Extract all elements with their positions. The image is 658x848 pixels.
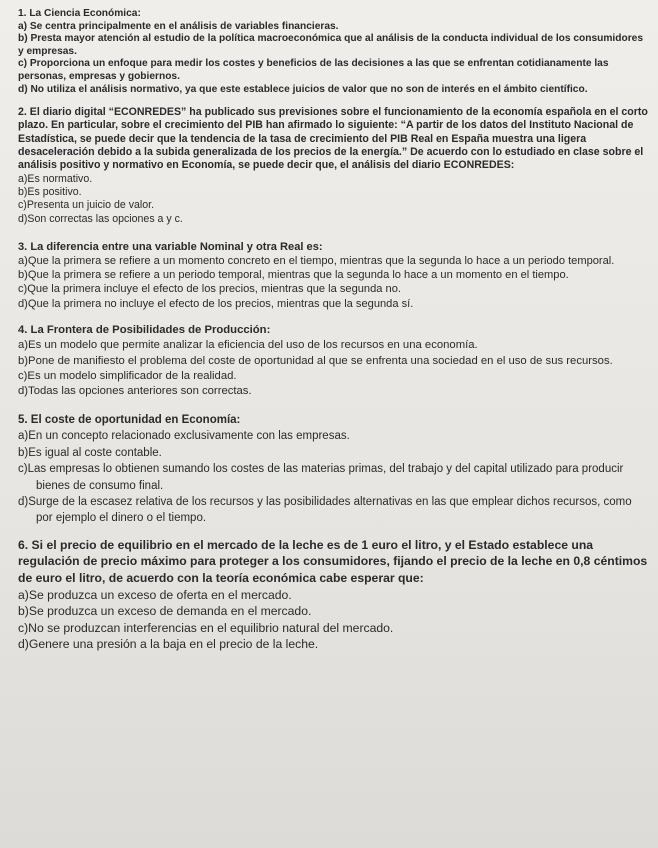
- option-letter: a): [18, 172, 28, 185]
- question-stem: 3. La diferencia entre una variable Nominal y otra Real es:: [18, 240, 323, 253]
- option-text: Que la primera no incluye el efecto de los precios, mientras que la segunda sí.: [27, 297, 414, 310]
- option-c: [18, 461, 650, 494]
- option-d: [18, 636, 650, 653]
- option-b: [18, 186, 650, 199]
- option-c: c) Proporciona un enfoque para medir los costes y beneficios de las decisiones a las que se enfrentan cotidianamente las personas, empresas y gobiernos.: [18, 58, 609, 82]
- option-letter: c): [18, 620, 29, 635]
- option-b: [18, 603, 650, 620]
- option-letter: b): [18, 604, 29, 619]
- option-d: [18, 494, 650, 527]
- option-text: Se produzca un exceso de oferta en el mercado.: [28, 587, 292, 602]
- option-text: Las empresas lo obtienen sumando los costes de las materias primas, del trabajo y del capital utilizado para producir bienes de consumo final.: [27, 463, 624, 492]
- option-a: [18, 587, 650, 604]
- question-1: [18, 8, 650, 96]
- option-text: Es un modelo simplificador de la realidad.: [27, 370, 237, 383]
- option-c: [18, 620, 650, 637]
- question-6: [18, 537, 650, 653]
- question-2: [18, 106, 650, 226]
- option-text: Surge de la escasez relativa de los recursos y las posibilidades alternativas en las que emplear dichos recursos, como por ejemplo el dinero o el tiempo.: [28, 495, 632, 525]
- option-text: Que la primera incluye el efecto de los precios, mientras que la segunda no.: [27, 283, 401, 296]
- option-b: [18, 268, 650, 282]
- question-stem: 6. Si el precio de equilibrio en el mercado de la leche es de 1 euro el litro, y el Estado establece una regulación de precio máximo para proteger a los consumidores, fijando el precio de la leche en 0,8 céntimos de euro el litro, de acuerdo con la teoría económica cabe esperar que:: [18, 537, 648, 585]
- option-letter: c): [18, 283, 28, 296]
- option-text: Pone de manifiesto el problema del coste de oportunidad al que se enfrenta una sociedad en el uso de sus recursos.: [28, 354, 613, 367]
- option-letter: d): [18, 495, 29, 508]
- option-b: b) Presta mayor atención al estudio de la política macroeconómica que al análisis de la conducta individual de los consumidores y empresas.: [18, 33, 644, 57]
- option-letter: d): [18, 297, 28, 310]
- option-text: Todas las opciones anteriores son correctas.: [28, 385, 252, 398]
- option-b: [18, 445, 650, 461]
- option-text: Es positivo.: [27, 185, 82, 198]
- option-letter: b): [18, 269, 28, 282]
- option-text: Es normativo.: [27, 172, 93, 185]
- question-stem: 4. La Frontera de Posibilidades de Producción:: [18, 323, 271, 336]
- option-d: d) No utiliza el análisis normativo, ya que este establece juicios de valor que no son de interés en el ámbito científico.: [18, 83, 588, 95]
- option-a: [18, 428, 650, 444]
- option-text: Es un modelo que permite analizar la eficiencia del uso de los recursos en una economía.: [28, 339, 478, 352]
- option-text: Presenta un juicio de valor.: [26, 199, 155, 212]
- option-a: a) Se centra principalmente en el análisis de variables financieras.: [18, 20, 339, 32]
- option-letter: b): [18, 446, 29, 459]
- option-letter: d): [18, 212, 28, 225]
- option-text: Que la primera se refiere a un momento concreto en el tiempo, mientras que la segunda lo hace a un periodo temporal.: [27, 255, 615, 268]
- option-text: Es igual al coste contable.: [28, 446, 162, 459]
- option-letter: a): [18, 339, 29, 352]
- option-text: Son correctas las opciones a y c.: [27, 212, 183, 225]
- option-a: [18, 254, 650, 268]
- option-c: [18, 199, 650, 212]
- option-letter: a): [18, 587, 29, 602]
- option-d: [18, 297, 650, 311]
- option-a: [18, 173, 650, 186]
- option-letter: c): [18, 370, 28, 383]
- question-stem: 1. La Ciencia Económica:: [18, 8, 141, 19]
- question-stem: 2. El diario digital “ECONREDES” ha publicado sus previsiones sobre el funcionamiento de la economía española en el corto plazo. En particular, sobre el crecimiento del PIB han afirmado lo siguiente: “A partir de los datos del Instituto Nacional de Estadística, se puede decir que la tendencia de la tasa de crecimiento del PIB Real en España muestra una ligera desaceleración debido a la subida generalizada de los precios de la energía.” De acuerdo con lo estudiado en clase sobre el análisis positivo y normativo en Economía, se puede decir que, el análisis del diario ECONREDES:: [18, 106, 648, 172]
- question-5: [18, 412, 650, 527]
- option-letter: b): [18, 185, 28, 198]
- option-letter: c): [18, 199, 27, 212]
- option-a: [18, 338, 650, 353]
- option-letter: c): [18, 463, 28, 476]
- question-3: [18, 240, 650, 311]
- option-letter: a): [18, 430, 29, 443]
- option-letter: b): [18, 354, 29, 367]
- option-d: [18, 213, 650, 226]
- option-d: [18, 384, 650, 399]
- option-letter: d): [18, 385, 29, 398]
- option-c: [18, 369, 650, 384]
- option-b: [18, 354, 650, 369]
- option-c: [18, 282, 650, 296]
- option-letter: a): [18, 255, 28, 268]
- option-text: Se produzca un exceso de demanda en el mercado.: [28, 604, 312, 619]
- option-text: Genere una presión a la baja en el precio de la leche.: [28, 637, 319, 652]
- option-text: Que la primera se refiere a un periodo temporal, mientras que la segunda lo hace a un momento en el tiempo.: [27, 269, 569, 282]
- option-text: En un concepto relacionado exclusivamente con las empresas.: [28, 430, 350, 443]
- question-stem: 5. El coste de oportunidad en Economía:: [18, 413, 241, 426]
- question-4: [18, 323, 650, 400]
- option-text: No se produzcan interferencias en el equilibrio natural del mercado.: [28, 620, 394, 635]
- option-letter: d): [18, 637, 29, 652]
